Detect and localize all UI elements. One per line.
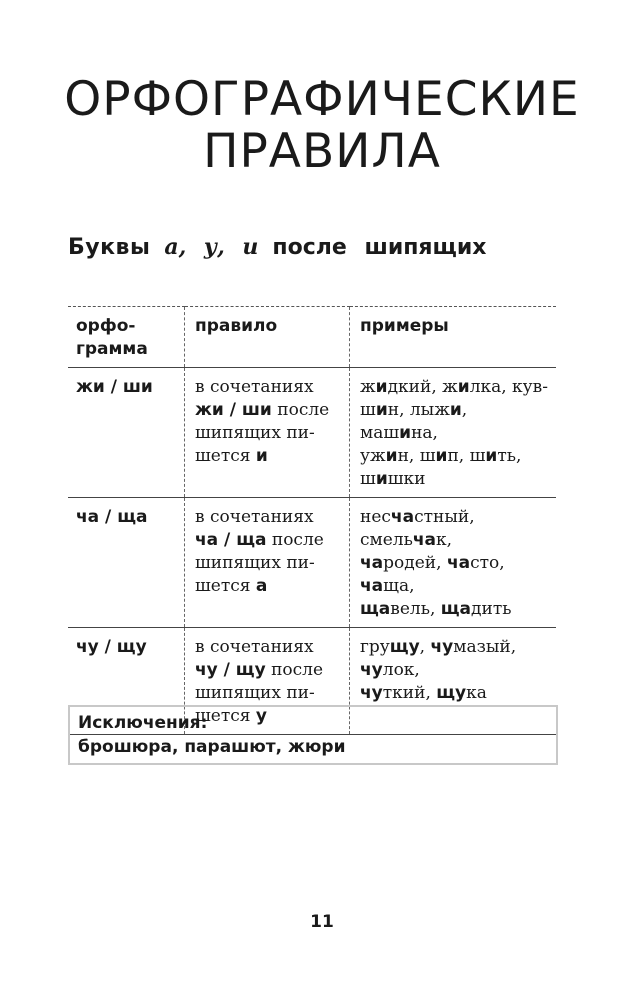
example-text: , маш (360, 400, 468, 443)
example-text: мазый, (453, 637, 517, 657)
rule-after: после (271, 660, 324, 680)
rule-letter: а (255, 576, 268, 596)
section-heading-letters: а, у, и (164, 234, 259, 260)
example-highlight: ча (360, 553, 384, 573)
example-text: на, (411, 423, 438, 443)
example-highlight: и (385, 446, 398, 466)
rule-letter: и (255, 446, 268, 466)
page-number: 11 (310, 912, 334, 932)
example-highlight: ща (440, 599, 472, 619)
header-rule: правило (185, 307, 350, 368)
example-highlight: и (375, 469, 388, 489)
header-orthogram-line-2: грамма (76, 339, 148, 359)
example-text: к, (436, 530, 453, 550)
page-title (0, 74, 644, 178)
examples-cell (350, 498, 557, 628)
rule-combo-line (195, 399, 341, 422)
example-highlight: и (375, 400, 388, 420)
header-orthogram (68, 307, 185, 368)
rule-cell (185, 368, 350, 498)
rule-combo-line (195, 529, 341, 552)
example-text: лка, кув- (469, 377, 548, 397)
example-highlight: ща (360, 599, 391, 619)
example-text: дить (471, 599, 512, 619)
example-highlight: и (399, 423, 412, 443)
exceptions-box (68, 705, 558, 765)
table-row (68, 368, 556, 498)
rule-combo: чу / щу (195, 660, 266, 680)
rule-after: после (277, 400, 330, 420)
example-text: ща, (383, 576, 415, 596)
example-text: п, ш (447, 446, 486, 466)
example-highlight: щу (389, 637, 420, 657)
example-text: ка (466, 683, 487, 703)
example-highlight: щу (436, 683, 467, 703)
example-highlight: и (375, 377, 388, 397)
rule-intro: в сочетаниях (195, 637, 314, 657)
example-highlight: и (457, 377, 470, 397)
header-orthogram-line-1: орфо- (76, 316, 136, 336)
example-text: ж (360, 377, 376, 397)
example-text: ткий, (382, 683, 437, 703)
section-heading-rest: после шипящих (272, 235, 487, 260)
example-text: дкий, ж (387, 377, 458, 397)
example-highlight: ча (390, 507, 415, 527)
rule-intro: в сочетаниях (195, 377, 314, 397)
rule-writes: шется (195, 576, 251, 596)
rule-writes-line (195, 575, 341, 598)
example-highlight: и (449, 400, 462, 420)
example-text: стный, смель (360, 507, 475, 550)
rule-line-3: шипящих пи- (195, 553, 315, 573)
orthogram-cell: чу / щу (68, 628, 185, 735)
exceptions-words: брошюра, парашют, жюри (78, 737, 346, 757)
page-title-line-1: ОРФОГРАФИЧЕСКИЕ (64, 72, 580, 127)
examples-cell (350, 368, 557, 498)
rule-cell (185, 498, 350, 628)
orthogram-cell: жи / ши (68, 368, 185, 498)
rule-letter: у (255, 706, 268, 726)
rule-writes-line (195, 445, 341, 468)
example-highlight: чу (430, 637, 454, 657)
example-text: , (419, 637, 431, 657)
rule-intro: в сочетаниях (195, 507, 314, 527)
example-text: н, лыж (387, 400, 450, 420)
example-highlight: и (485, 446, 498, 466)
example-highlight: и (435, 446, 448, 466)
example-text: ш (360, 469, 376, 489)
example-text: нес (360, 507, 391, 527)
example-text: родей, (383, 553, 447, 573)
rule-after: после (271, 530, 324, 550)
rule-writes: шется (195, 446, 251, 466)
example-text: уж (360, 446, 386, 466)
example-text: шки (387, 469, 426, 489)
section-heading-word: Буквы (68, 235, 151, 260)
example-text: лок, (382, 660, 420, 680)
example-text: гру (360, 637, 390, 657)
example-text: ш (360, 400, 376, 420)
example-text: ть, (497, 446, 522, 466)
example-text: вель, (390, 599, 441, 619)
exceptions-label: Исключения: (78, 713, 208, 733)
example-text: н, ш (397, 446, 436, 466)
section-heading (68, 232, 487, 263)
rule-line-3: шипящих пи- (195, 423, 315, 443)
header-examples: примеры (350, 307, 557, 368)
rule-writes: шется (195, 706, 251, 726)
example-highlight: чу (360, 683, 383, 703)
rules-table (68, 306, 556, 735)
rule-combo-line (195, 659, 341, 682)
example-highlight: ча (446, 553, 471, 573)
example-highlight: чу (360, 660, 383, 680)
table-row (68, 498, 556, 628)
rule-line-3: шипящих пи- (195, 683, 315, 703)
orthogram-cell: ча / ща (68, 498, 185, 628)
page-title-line-2: ПРАВИЛА (203, 124, 441, 179)
table-header-row (68, 307, 556, 368)
example-highlight: ча (360, 576, 384, 596)
rule-combo: ча / ща (195, 530, 267, 550)
example-highlight: ча (412, 530, 437, 550)
example-text: сто, (470, 553, 505, 573)
rule-combo: жи / ши (195, 400, 272, 420)
